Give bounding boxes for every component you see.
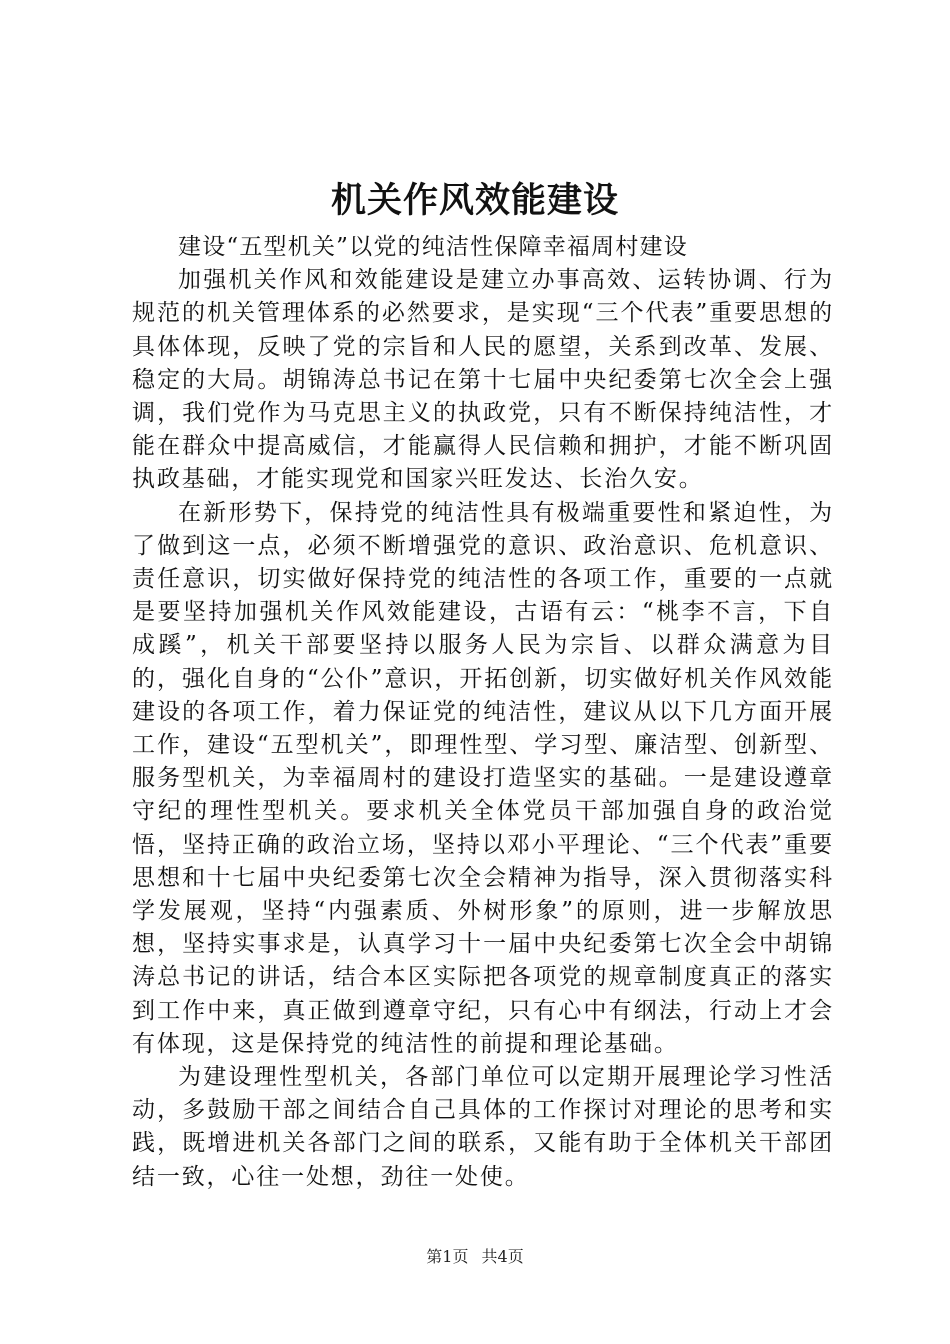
document-title: 机关作风效能建设 (330, 180, 619, 221)
document-subtitle: 建设“五型机关”以党的纯洁性保障幸福周村建设 (178, 234, 688, 260)
page-footer (0, 1244, 950, 1267)
paragraph: 加强机关作风和效能建设是建立办事高效、运转协调、行为规范的机关管理体系的必然要求，是实现“三个代表”重要思想的具体体现，反映了党的宗旨和人民的愿望，关系到改革、发展、稳定的大局。胡锦涛总书记在第十七届中央纪委第七次全会上强调，我们党作为马克思主义的执政党，只有不断保持纯洁性，才能在群众中提高威信，才能赢得人民信赖和拥护，才能不断巩固执政基础，才能实现党和国家兴旺发达、长治久安。 (132, 267, 834, 493)
page-total: 共4页 (481, 1247, 524, 1266)
paragraph: 在新形势下，保持党的纯洁性具有极端重要性和紧迫性，为了做到这一点，必须不断增强党的意识、政治意识、危机意识、责任意识，切实做好保持党的纯洁性的各项工作，重要的一点就是要坚持加强机关作风效能建设，古语有云：“桃李不言，下自成蹊”，机关干部要坚持以服务人民为宗旨、以群众满意为目的，强化自身的“公仆”意识，开拓创新，切实做好机关作风效能建设的各项工作，着力保证党的纯洁性，建议从以下几方面开展工作，建设“五型机关”，即理性型、学习型、廉洁型、创新型、服务型机关，为幸福周村的建设打造坚实的基础。一是建设遵章守纪的理性型机关。要求机关全体党员干部加强自身的政治觉悟，坚持正确的政治立场，坚持以邓小平理论、“三个代表”重要思想和十七届中央纪委第七次全会精神为指导，深入贯彻落实科学发展观，坚持“内强素质、外树形象”的原则，进一步解放思想，坚持实事求是，认真学习十一届中央纪委第七次全会中胡锦涛总书记的讲话，结合本区实际把各项党的规章制度真正的落实到工作中来，真正做到遵章守纪，只有心中有纲法，行动上才会有体现，这是保持党的纯洁性的前提和理论基础。 (132, 499, 834, 1057)
page-number: 第1页 (426, 1247, 469, 1266)
paragraph: 为建设理性型机关，各部门单位可以定期开展理论学习性活动，多鼓励干部之间结合自己具体的工作探讨对理论的思考和实践，既增进机关各部门之间的联系，又能有助于全体机关干部团结一致，心往一处想，劲往一处使。 (132, 1064, 834, 1190)
document-body (132, 231, 834, 1194)
